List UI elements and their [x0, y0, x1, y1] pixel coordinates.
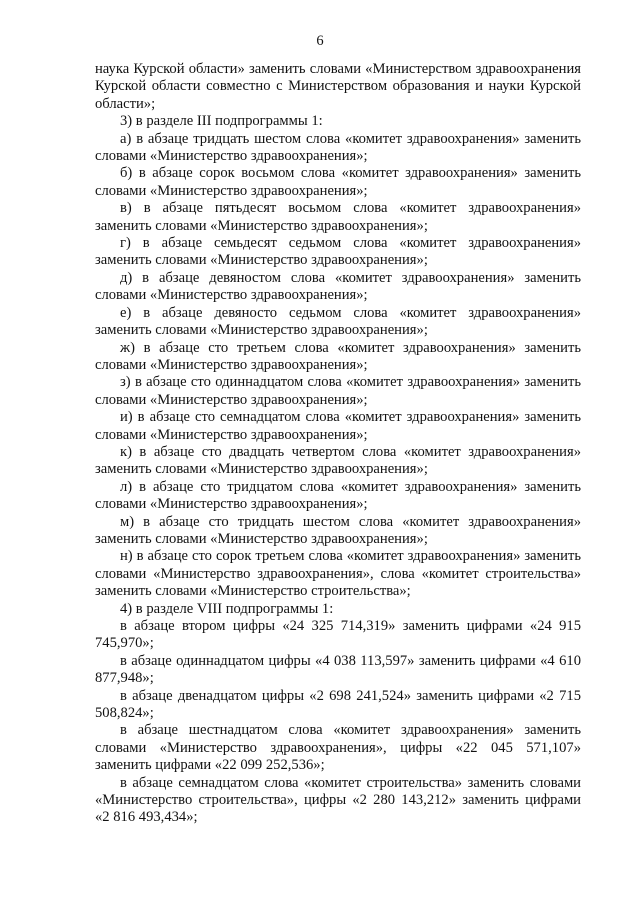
paragraph: а) в абзаце тридцать шестом слова «комитет здравоохранения» заменить словами «Министерство здравоохранения»;: [95, 130, 581, 165]
paragraph: наука Курской области» заменить словами «Министерством здравоохранения Курской области совместно с Министерством образования и науки Курской области»;: [95, 61, 581, 112]
paragraph: д) в абзаце девяностом слова «комитет здравоохранения» заменить словами «Министерство здравоохранения»;: [95, 269, 581, 304]
paragraph: 4) в разделе VIII подпрограммы 1:: [120, 600, 334, 617]
paragraph: к) в абзаце сто двадцать четвертом слова «комитет здравоохранения» заменить словами «Министерство здравоохранения»;: [95, 443, 581, 478]
paragraph: и) в абзаце сто семнадцатом слова «комитет здравоохранения» заменить словами «Министерство здравоохранения»;: [95, 409, 581, 443]
paragraph: л) в абзаце сто тридцатом слова «комитет здравоохранения» заменить словами «Министерство здравоохранения»;: [95, 478, 581, 513]
paragraph: в абзаце втором цифры «24 325 714,319» заменить цифрами «24 915 745,970»;: [95, 618, 581, 652]
paragraph: в) в абзаце пятьдесят восьмом слова «комитет здравоохранения» заменить словами «Министерство здравоохранения»;: [95, 200, 581, 234]
paragraph: в абзаце семнадцатом слова «комитет строительства» заменить словами «Министерство строительства», цифры «2 280 143,212» заменить цифрами «2 816 493,434»;: [95, 774, 581, 826]
paragraph: ж) в абзаце сто третьем слова «комитет здравоохранения» заменить словами «Министерство здравоохранения»;: [95, 339, 581, 373]
paragraph: в абзаце двенадцатом цифры «2 698 241,524» заменить цифрами «2 715 508,824»;: [95, 687, 581, 722]
page-number: 6: [316, 33, 324, 49]
document-body: [95, 61, 581, 827]
paragraph: в абзаце одиннадцатом цифры «4 038 113,597» заменить цифрами «4 610 877,948»;: [95, 652, 581, 687]
paragraph: б) в абзаце сорок восьмом слова «комитет здравоохранения» заменить словами «Министерство здравоохранения»;: [95, 165, 581, 199]
paragraph: е) в абзаце девяносто седьмом слова «комитет здравоохранения» заменить словами «Министерство здравоохранения»;: [95, 304, 581, 339]
paragraph: н) в абзаце сто сорок третьем слова «комитет здравоохранения» заменить словами «Министерство здравоохранения», слова «комитет строительства» заменить словами «Министерство строительства»;: [95, 548, 581, 600]
paragraph: в абзаце шестнадцатом слова «комитет здравоохранения» заменить словами «Министерство здравоохранения», цифры «22 045 571,107» заменить цифрами «22 099 252,536»;: [95, 722, 581, 774]
paragraph: г) в абзаце семьдесят седьмом слова «комитет здравоохранения» заменить словами «Министерство здравоохранения»;: [95, 235, 581, 269]
paragraph: м) в абзаце сто тридцать шестом слова «комитет здравоохранения» заменить словами «Министерство здравоохранения»;: [95, 513, 581, 547]
paragraph: 3) в разделе III подпрограммы 1:: [120, 113, 323, 130]
paragraph: з) в абзаце сто одиннадцатом слова «комитет здравоохранения» заменить словами «Министерство здравоохранения»;: [95, 374, 581, 408]
